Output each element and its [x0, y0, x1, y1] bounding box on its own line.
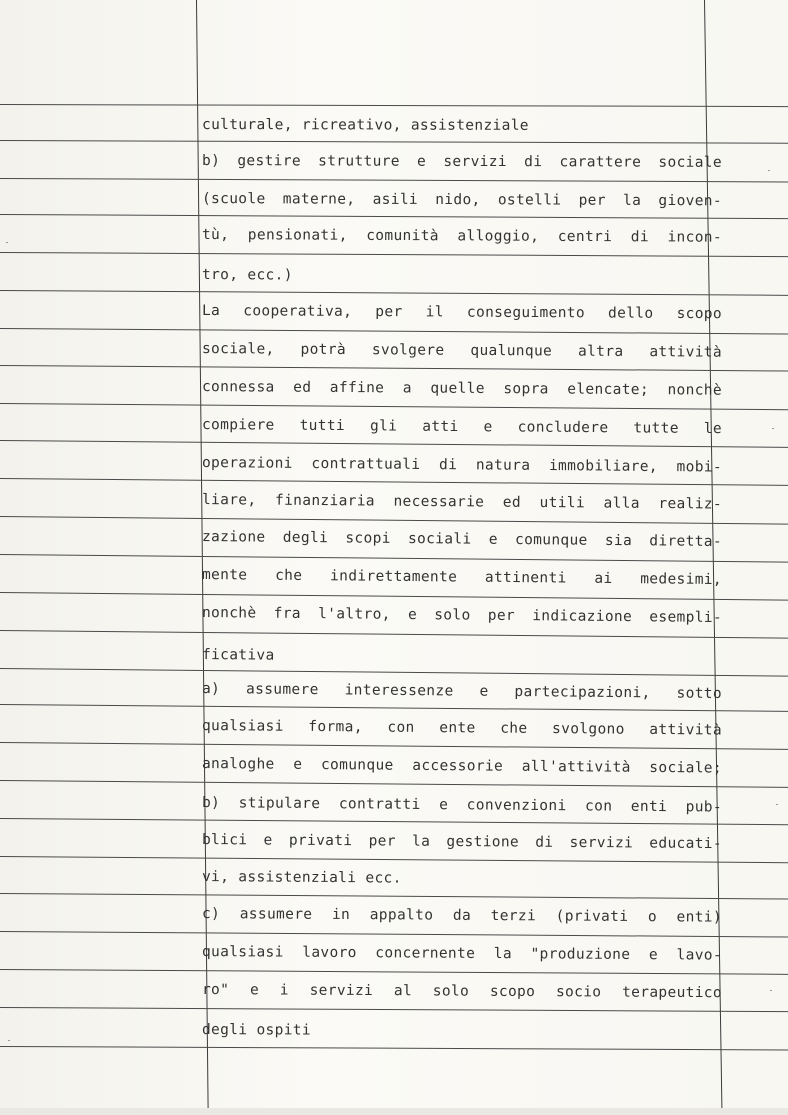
ruled-line: [0, 252, 788, 257]
ruled-line: [0, 1007, 788, 1012]
paper-speck: [8, 1040, 10, 1041]
ruled-line: [0, 742, 788, 750]
ruled-line: [0, 440, 788, 448]
ruled-line: [0, 668, 788, 677]
text-line: culturale, ricreativo, assistenziale: [201, 117, 529, 134]
text-line: compiere tutti gli atti e concludere tutte le: [201, 417, 723, 438]
text-line: (scuole materne, asili nido, ostelli per la gioven-: [201, 191, 723, 210]
ruled-line: [0, 630, 788, 639]
text-line: qualsiasi forma, con ente che svolgono attività: [201, 718, 723, 739]
paper-speck: [770, 990, 772, 991]
text-line: liare, finanziaria necessarie ed utili alla realiz-: [201, 492, 723, 513]
text-line: a) assumere interessenze e partecipazioni, sotto: [201, 681, 723, 702]
ruled-line: [0, 478, 788, 486]
paper-speck: [6, 242, 8, 243]
text-line: tro, ecc.): [201, 267, 293, 284]
ruled-line: [0, 328, 788, 335]
text-line: La cooperativa, per il conseguimento dello scopo: [201, 303, 723, 323]
paper-bottom-edge: [0, 1108, 788, 1115]
ruled-line: [0, 516, 788, 525]
text-line: analoghe e comunque accessorie all'attività sociale;: [201, 756, 723, 777]
text-line: mente che indirettamente attinenti ai medesimi,: [201, 567, 723, 588]
ruled-line: [0, 104, 788, 107]
text-line: operazioni contrattuali di natura immobiliare, mobi-: [201, 455, 723, 476]
ruled-line: [0, 214, 788, 219]
text-line: degli ospiti: [201, 1022, 312, 1039]
ruled-line: [0, 140, 788, 144]
paper-speck: [772, 428, 774, 429]
ruled-line: [0, 403, 788, 410]
paper-speck: [776, 804, 778, 805]
text-line: zazione degli scopi sociali e comunque sia diretta-: [201, 529, 723, 550]
ruled-line: [0, 554, 788, 563]
ruled-line: [0, 365, 788, 372]
text-line: blici e privati per la gestione di servizi educati-: [201, 832, 723, 853]
text-line: b) gestire strutture e servizi di carattere sociale: [201, 153, 723, 171]
ruled-line: [0, 931, 788, 938]
text-line: nonchè fra l'altro, e solo per indicazione esempli-: [201, 605, 723, 626]
text-line: ro" e i servizi al solo scopo socio terapeutico: [201, 982, 723, 1002]
ruled-line: [0, 592, 788, 601]
text-line: sociale, potrà svolgere qualunque altra attività: [201, 341, 723, 361]
ruled-line: [0, 704, 788, 712]
text-line: qualsiasi lavoro concernente la "produzione e lavo-: [201, 944, 723, 964]
text-line: connessa ed affine a quelle sopra elencate; nonchè: [201, 379, 723, 399]
paper-speck: [768, 170, 770, 171]
text-line: ficativa: [201, 647, 275, 664]
ruled-line: [0, 1046, 788, 1050]
ruled-line: [0, 290, 788, 296]
text-line: vi, assistenziali ecc.: [201, 869, 402, 887]
ruled-line: [0, 780, 788, 788]
text-line: c) assumere in appalto da terzi (privati o enti): [201, 906, 723, 926]
text-line: tù, pensionati, comunità alloggio, centri di incon-: [201, 227, 723, 246]
ruled-line: [0, 969, 788, 975]
ruled-line: [0, 818, 788, 825]
ruled-line: [0, 893, 788, 900]
ruled-line: [0, 856, 788, 863]
text-line: b) stipulare contratti e convenzioni con enti pub-: [201, 795, 723, 816]
ruled-line: [0, 178, 788, 182]
